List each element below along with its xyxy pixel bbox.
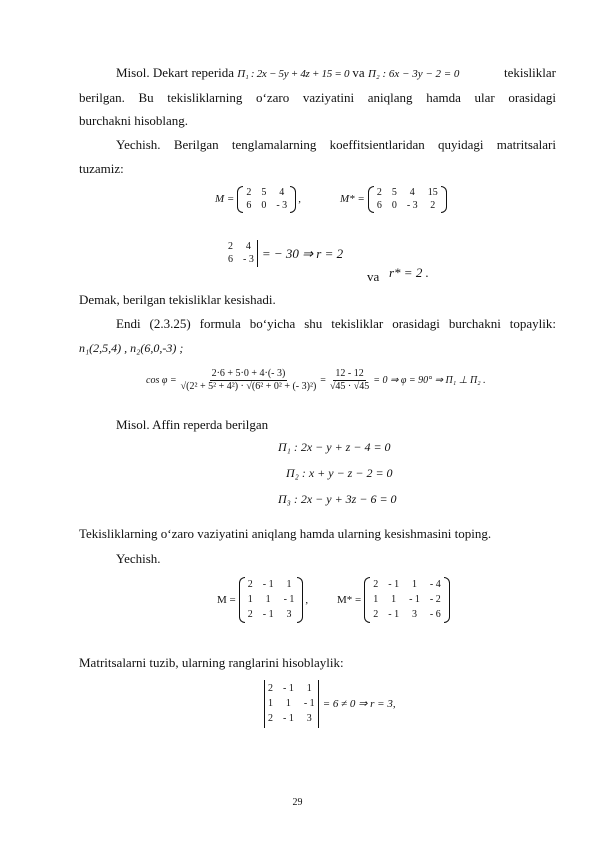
minor-entry: 4 (245, 241, 251, 252)
page-number: 29 (292, 797, 303, 808)
paragraph-example-line2: berilgan. Bu tekisliklarning o‘zaro vaziyatini aniqlang hamda ular orasidagi (79, 90, 556, 105)
cos-fraction-2: $\frac{12 - 12}{√45 \cdot √45}$ (329, 368, 370, 392)
matrix-M-entry: 0 (261, 200, 267, 211)
matrix-M-star-entry: 4 (409, 187, 415, 198)
matrix-M2-star-entry: 1 (412, 579, 417, 590)
matrix-M2-star: M* = 2 - 1 1 - 4 1 1 - 1 - 2 2 - 1 3 - 6 (337, 577, 450, 623)
determinant-3x3-entry: 1 (268, 698, 273, 709)
paragraph-ranks: Matritsalarni tuzib, ularning ranglarini hisoblaylik: (79, 655, 344, 670)
rank-Mstar: r* = 2 . (389, 265, 429, 280)
matrix-M2-star-entry: - 1 (388, 609, 400, 620)
matrix-M: M = 2 5 4 6 0 - 3 , (215, 187, 301, 211)
cos-formula: cos φ = $\frac{2\cdot 6 + 5\cdot 0 + 4\cdot(- 3)}{\text{√(2² + 5² + 4²) · √(6² + 0² + (- 3)²)}}$ = $\frac{12 - 12}{√45 \cdot √45}$ = 0 ⇒ φ = 90° ⇒ Π₁ ⊥ Π₂ . (146, 368, 486, 392)
matrix-M2-entry: - 1 (283, 594, 295, 605)
paragraph-solution-2: Yechish. (116, 551, 161, 566)
matrix-M-entry: 6 (246, 200, 252, 211)
matrix-M-star-entry: 5 (391, 187, 397, 198)
matrix-M2-entry: - 1 (262, 579, 274, 590)
determinant-3x3-entry: - 1 (283, 713, 294, 724)
matrix-M2-star-entry: 1 (391, 594, 397, 605)
determinant-3x3-entry: - 1 (303, 698, 315, 709)
matrix-M2-star-entry: 2 (373, 579, 379, 590)
minor-entry: 2 (228, 241, 233, 252)
paragraph-conclusion: Demak, berilgan tekisliklar kesishadi. (79, 292, 276, 307)
affine-plane-2: Π₂ : x + y − z − 2 = 0 (286, 466, 393, 480)
paragraph-affine-example: Misol. Affin reperda berilgan (116, 417, 269, 432)
matrix-M-entry: 4 (279, 187, 285, 198)
paragraph-task: Tekisliklarning o‘zaro vaziyatini aniqlang hamda ularning kesishmasini toping. (79, 526, 492, 541)
determinant-3x3: 2 - 1 1 1 1 - 1 2 - 1 3 = 6 ≠ 0 ⇒ r = 3, (264, 680, 396, 728)
determinant-3x3-entry: 2 (268, 683, 273, 694)
matrix-M-star-entry: 2 (430, 200, 436, 211)
affine-plane-1: Π₁ : 2x − y + z − 4 = 0 (278, 440, 391, 454)
matrix-M2-star-entry: - 4 (429, 579, 441, 590)
determinant-3x3-entry: 1 (285, 698, 291, 709)
paragraph-solution-line2: tuzamiz: (79, 161, 124, 176)
cos-fraction-1: $\frac{2\cdot 6 + 5\cdot 0 + 4\cdot(- 3)}{\text{√(2² + 5² + 4²) · √(6² + 0² + (- 3)²)}}$ (180, 368, 317, 392)
matrix-M2-star-entry: 1 (373, 594, 379, 605)
matrix-M-star-entry: - 3 (406, 200, 418, 211)
matrix-M2-entry: 3 (286, 609, 292, 620)
matrix-M-entry: 2 (246, 187, 252, 198)
matrix-M2-star-entry: - 2 (429, 594, 441, 605)
matrix-M-entry: 5 (261, 187, 267, 198)
matrix-M2-entry: 1 (286, 579, 292, 590)
matrix-M2-star-entry: - 1 (409, 594, 420, 605)
minor-entry: - 3 (243, 254, 254, 265)
matrix-M-star-entry: 15 (427, 187, 438, 198)
va-word: va (367, 269, 380, 284)
matrix-M2-entry: 2 (247, 579, 253, 590)
paragraph-example-line1: Misol. Dekart reperida Π₁ : 2x − 5y + 4z + 15 = 0 va Π₂ : 6x − 3y − 2 = 0 tekisliklar (116, 65, 556, 80)
paragraph-solution-line1: Yechish. Berilgan tenglamalarning koeffitsientlaridan quyidagi matritsalari (116, 137, 556, 152)
matrix-M2: M = 2 - 1 1 1 1 - 1 2 - 1 3 , (217, 577, 308, 623)
matrix-M-star-entry: 6 (376, 200, 382, 211)
plane1-formula: Π₁ : 2x − 5y + 4z + 15 = 0 (237, 68, 350, 80)
matrix-M2-star-entry: - 6 (429, 609, 441, 620)
matrix-M2-star-entry: 3 (412, 609, 417, 620)
matrix-M2-star-entry: 2 (373, 609, 379, 620)
matrix-M-star: M* = 2 5 4 15 6 0 - 3 2 (340, 186, 447, 213)
matrix-M2-entry: - 1 (262, 609, 274, 620)
matrix-M-star-entry: 0 (391, 200, 397, 211)
matrix-M2-entry: 1 (247, 594, 253, 605)
paragraph-angle: Endi (2.3.25) formula bo‘yicha shu tekisliklar orasidagi burchakni topaylik: (116, 316, 556, 331)
determinant-3x3-entry: 2 (268, 713, 273, 724)
determinant-3x3-entry: - 1 (283, 683, 294, 694)
plane2-formula: Π₂ : 6x − 3y − 2 = 0 (367, 68, 460, 80)
matrix-M-entry: - 3 (276, 200, 288, 211)
matrix-M-star-entry: 2 (376, 187, 382, 198)
normal-vectors: n₁(2,5,4) , n₂(6,0,-3) ; (79, 341, 184, 355)
minor-entry: 6 (228, 254, 233, 265)
matrix-M2-entry: 1 (265, 594, 271, 605)
matrix-M2-entry: 2 (247, 609, 253, 620)
paragraph-example-line3: burchakni hisoblang. (79, 113, 189, 128)
minor-determinant: 2 4 6 - 3 = − 30 ⇒ r = 2 (228, 241, 344, 265)
determinant-3x3-entry: 3 (306, 713, 312, 724)
determinant-3x3-entry: 1 (306, 683, 312, 694)
matrix-M2-star-entry: - 1 (388, 579, 400, 590)
affine-plane-3: Π₃ : 2x − y + 3z − 6 = 0 (278, 492, 397, 506)
